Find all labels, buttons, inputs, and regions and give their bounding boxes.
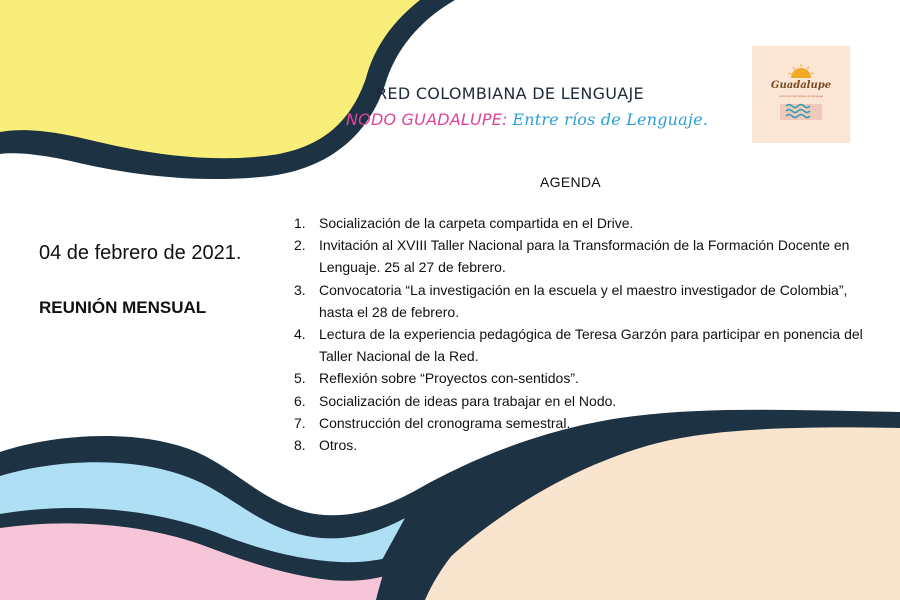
item-text: Lectura de la experiencia pedagógica de Teresa Garzón para participar en ponencia del Taller Nacional de la Red. [319, 326, 863, 365]
node-subtitle: Entre ríos de Lenguaje. [512, 110, 709, 129]
item-number: 7. [294, 414, 306, 431]
item-text: Otros. [319, 437, 358, 454]
agenda-item [286, 234, 876, 278]
node-title [330, 110, 750, 130]
agenda-heading: AGENDA [540, 174, 601, 190]
item-number: 4. [294, 326, 306, 343]
agenda-item [286, 279, 876, 323]
item-number: 1. [294, 215, 306, 231]
item-text: Socialización de la carpeta compartida en el Drive. [319, 215, 634, 231]
node-label: NODO GUADALUPE: [346, 110, 508, 129]
logo-tagline: nodo red colombiana de lenguaje [778, 94, 824, 98]
logo-wordmark: Guadalupe [770, 80, 832, 91]
sun-icon [788, 64, 814, 78]
agenda-item [286, 390, 876, 412]
agenda-item [286, 434, 876, 456]
agenda-item [286, 212, 876, 234]
network-title: RED COLOMBIANA DE LENGUAJE [376, 84, 644, 103]
agenda-item [286, 323, 876, 367]
item-text: Socialización de ideas para trabajar en el Nodo. [319, 392, 617, 409]
agenda-item [286, 367, 876, 389]
item-number: 8. [294, 437, 306, 454]
waves-icon [780, 98, 822, 120]
item-text: Invitación al XVIII Taller Nacional para la Transformación de la Formación Docente en Lenguaje. 25 al 27 de febrero. [319, 237, 850, 276]
item-number: 6. [294, 392, 306, 409]
item-text: Reflexión sobre “Proyectos con-sentidos”. [319, 370, 579, 387]
agenda-item [286, 412, 876, 434]
item-text: Convocatoria “La investigación en la escuela y el maestro investigador de Colombia”, hasta el 28 de febrero. [319, 281, 848, 320]
header [330, 84, 750, 130]
item-number: 3. [294, 281, 306, 298]
item-number: 2. [294, 237, 306, 254]
guadalupe-logo [752, 46, 850, 143]
meeting-date: 04 de febrero de 2021. [39, 242, 242, 264]
item-number: 5. [294, 370, 306, 387]
agenda-list [286, 212, 876, 456]
meeting-type: REUNIÓN MENSUAL [39, 298, 207, 317]
item-text: Construcción del cronograma semestral. [319, 414, 571, 431]
